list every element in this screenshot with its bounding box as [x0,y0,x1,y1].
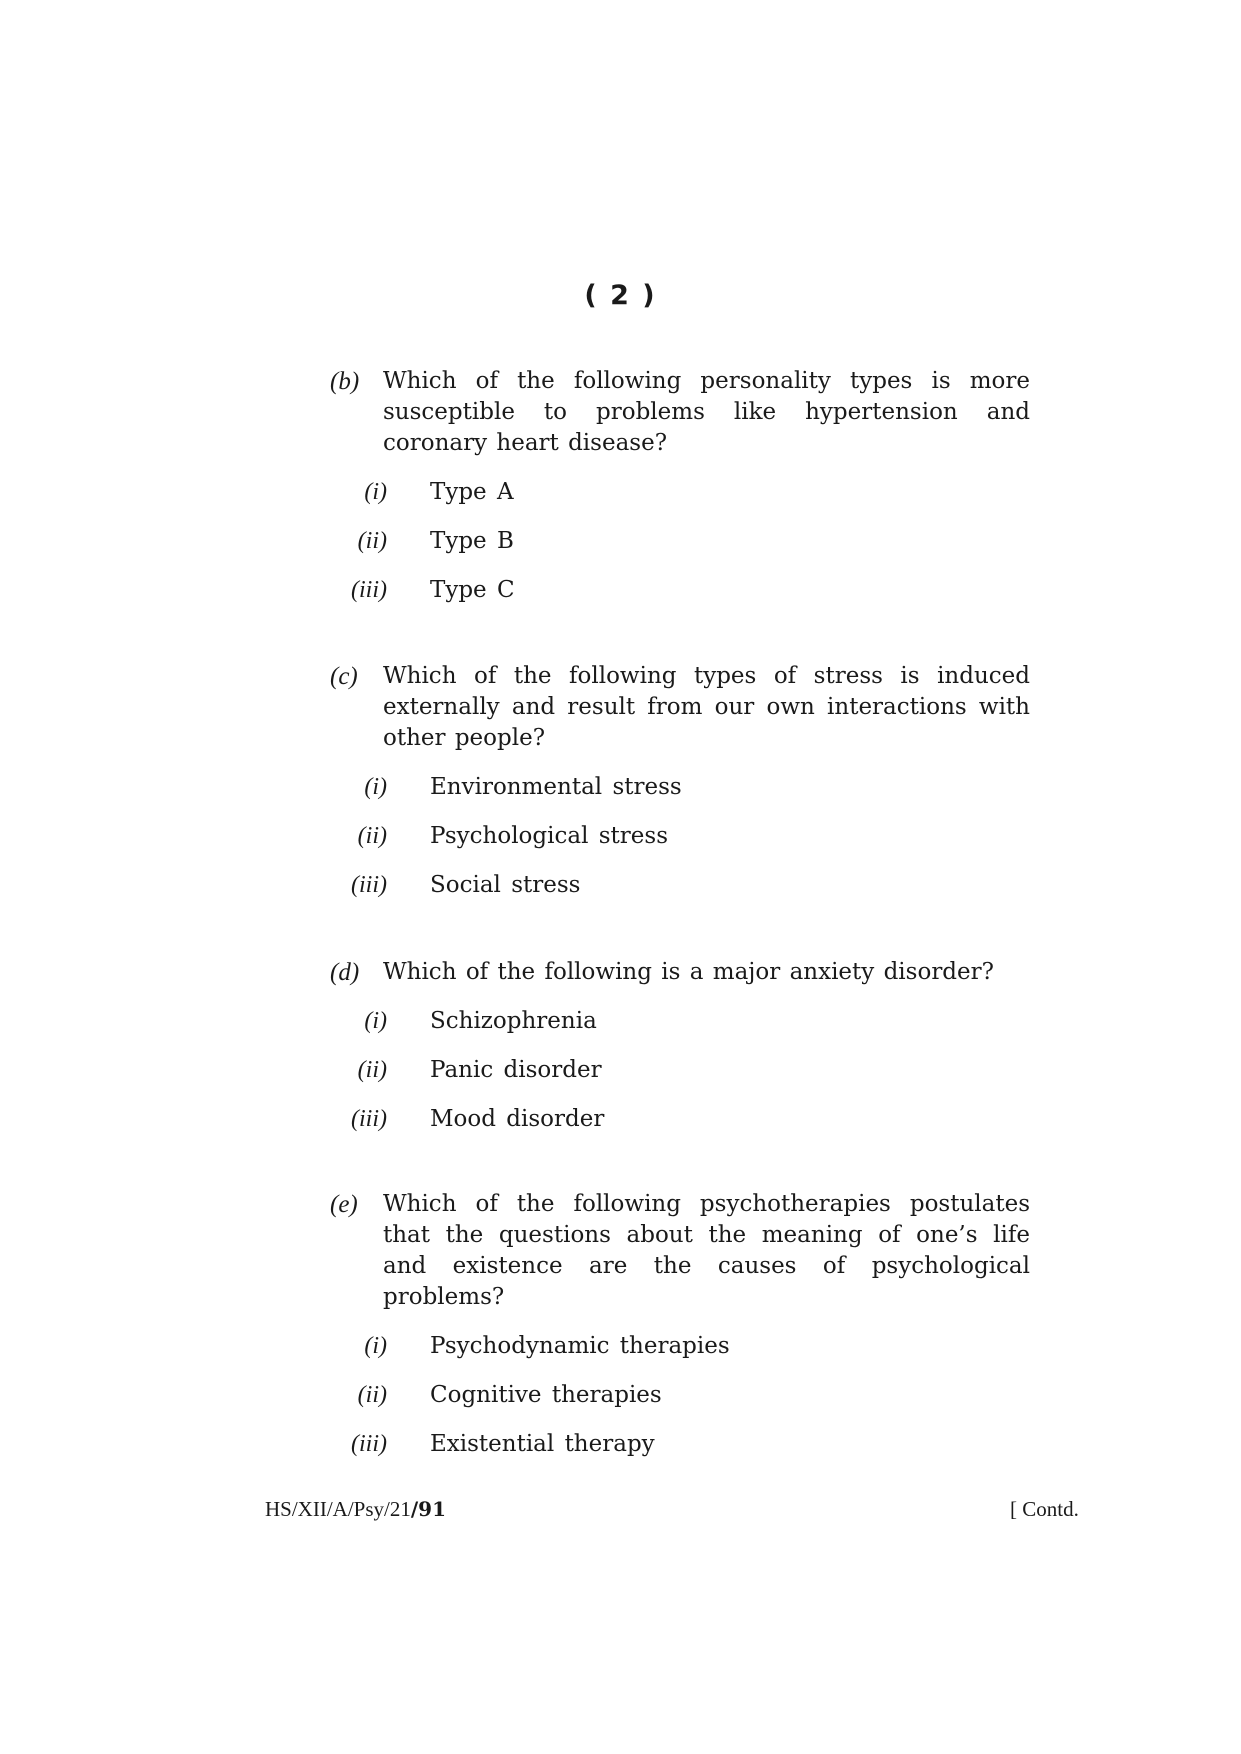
option-item [330,477,1030,526]
contd-marker: [ Contd. [1010,1497,1079,1521]
option-text: Social stress [430,872,581,898]
option-label: (i) [364,479,387,505]
option-text: Environmental stress [430,774,682,800]
question-c [330,661,1030,919]
option-text: Type B [430,528,514,554]
question-label: (b) [330,368,360,395]
option-item [330,821,1030,870]
question-text: Which of the following personality types is more susceptible to problems like hypertension and coronary heart disease? [383,368,1030,456]
option-label: (i) [364,1333,387,1359]
option-text: Type C [430,577,515,603]
option-item [330,1006,1030,1055]
option-label: (iii) [351,872,387,898]
option-text: Existential therapy [430,1431,655,1457]
option-label: (i) [364,1008,387,1034]
option-label: (ii) [357,823,387,849]
question-e [330,1189,1030,1478]
question-text: Which of the following psychotherapies postulates that the questions about the meaning of one’s life and existence are the causes of psychological problems? [383,1191,1030,1310]
question-text: Which of the following types of stress is induced externally and result from our own interactions with other people? [383,663,1030,751]
question-b [330,366,1030,624]
option-text: Mood disorder [430,1106,605,1132]
option-label: (ii) [357,1382,387,1408]
paper-code-prefix: HS/XII/A/Psy/21 [265,1497,411,1521]
option-list [330,477,1030,624]
option-item [330,1104,1030,1153]
option-label: (iii) [351,577,387,603]
option-label: (i) [364,774,387,800]
question-label: (d) [330,959,360,986]
option-item [330,526,1030,575]
option-list [330,1331,1030,1478]
option-label: (ii) [357,528,387,554]
option-label: (iii) [351,1431,387,1457]
question-text: Which of the following is a major anxiety disorder? [383,959,994,985]
page-number: ( 2 ) [584,280,657,311]
option-list [330,1006,1030,1153]
paper-code [265,1497,446,1522]
option-text: Psychodynamic therapies [430,1333,730,1359]
option-item [330,575,1030,624]
option-text: Psychological stress [430,823,668,849]
option-text: Cognitive therapies [430,1382,662,1408]
question-d [330,957,1030,1153]
option-text: Panic disorder [430,1057,602,1083]
question-label: (e) [330,1191,358,1218]
question-label: (c) [330,663,358,690]
option-item [330,1055,1030,1104]
option-label: (ii) [357,1057,387,1083]
paper-code-suffix: /91 [410,1497,446,1521]
option-item [330,1429,1030,1478]
option-text: Schizophrenia [430,1008,597,1034]
option-list [330,772,1030,919]
option-text: Type A [430,479,514,505]
option-item [330,1331,1030,1380]
option-item [330,772,1030,821]
option-item [330,870,1030,919]
option-label: (iii) [351,1106,387,1132]
option-item [330,1380,1030,1429]
